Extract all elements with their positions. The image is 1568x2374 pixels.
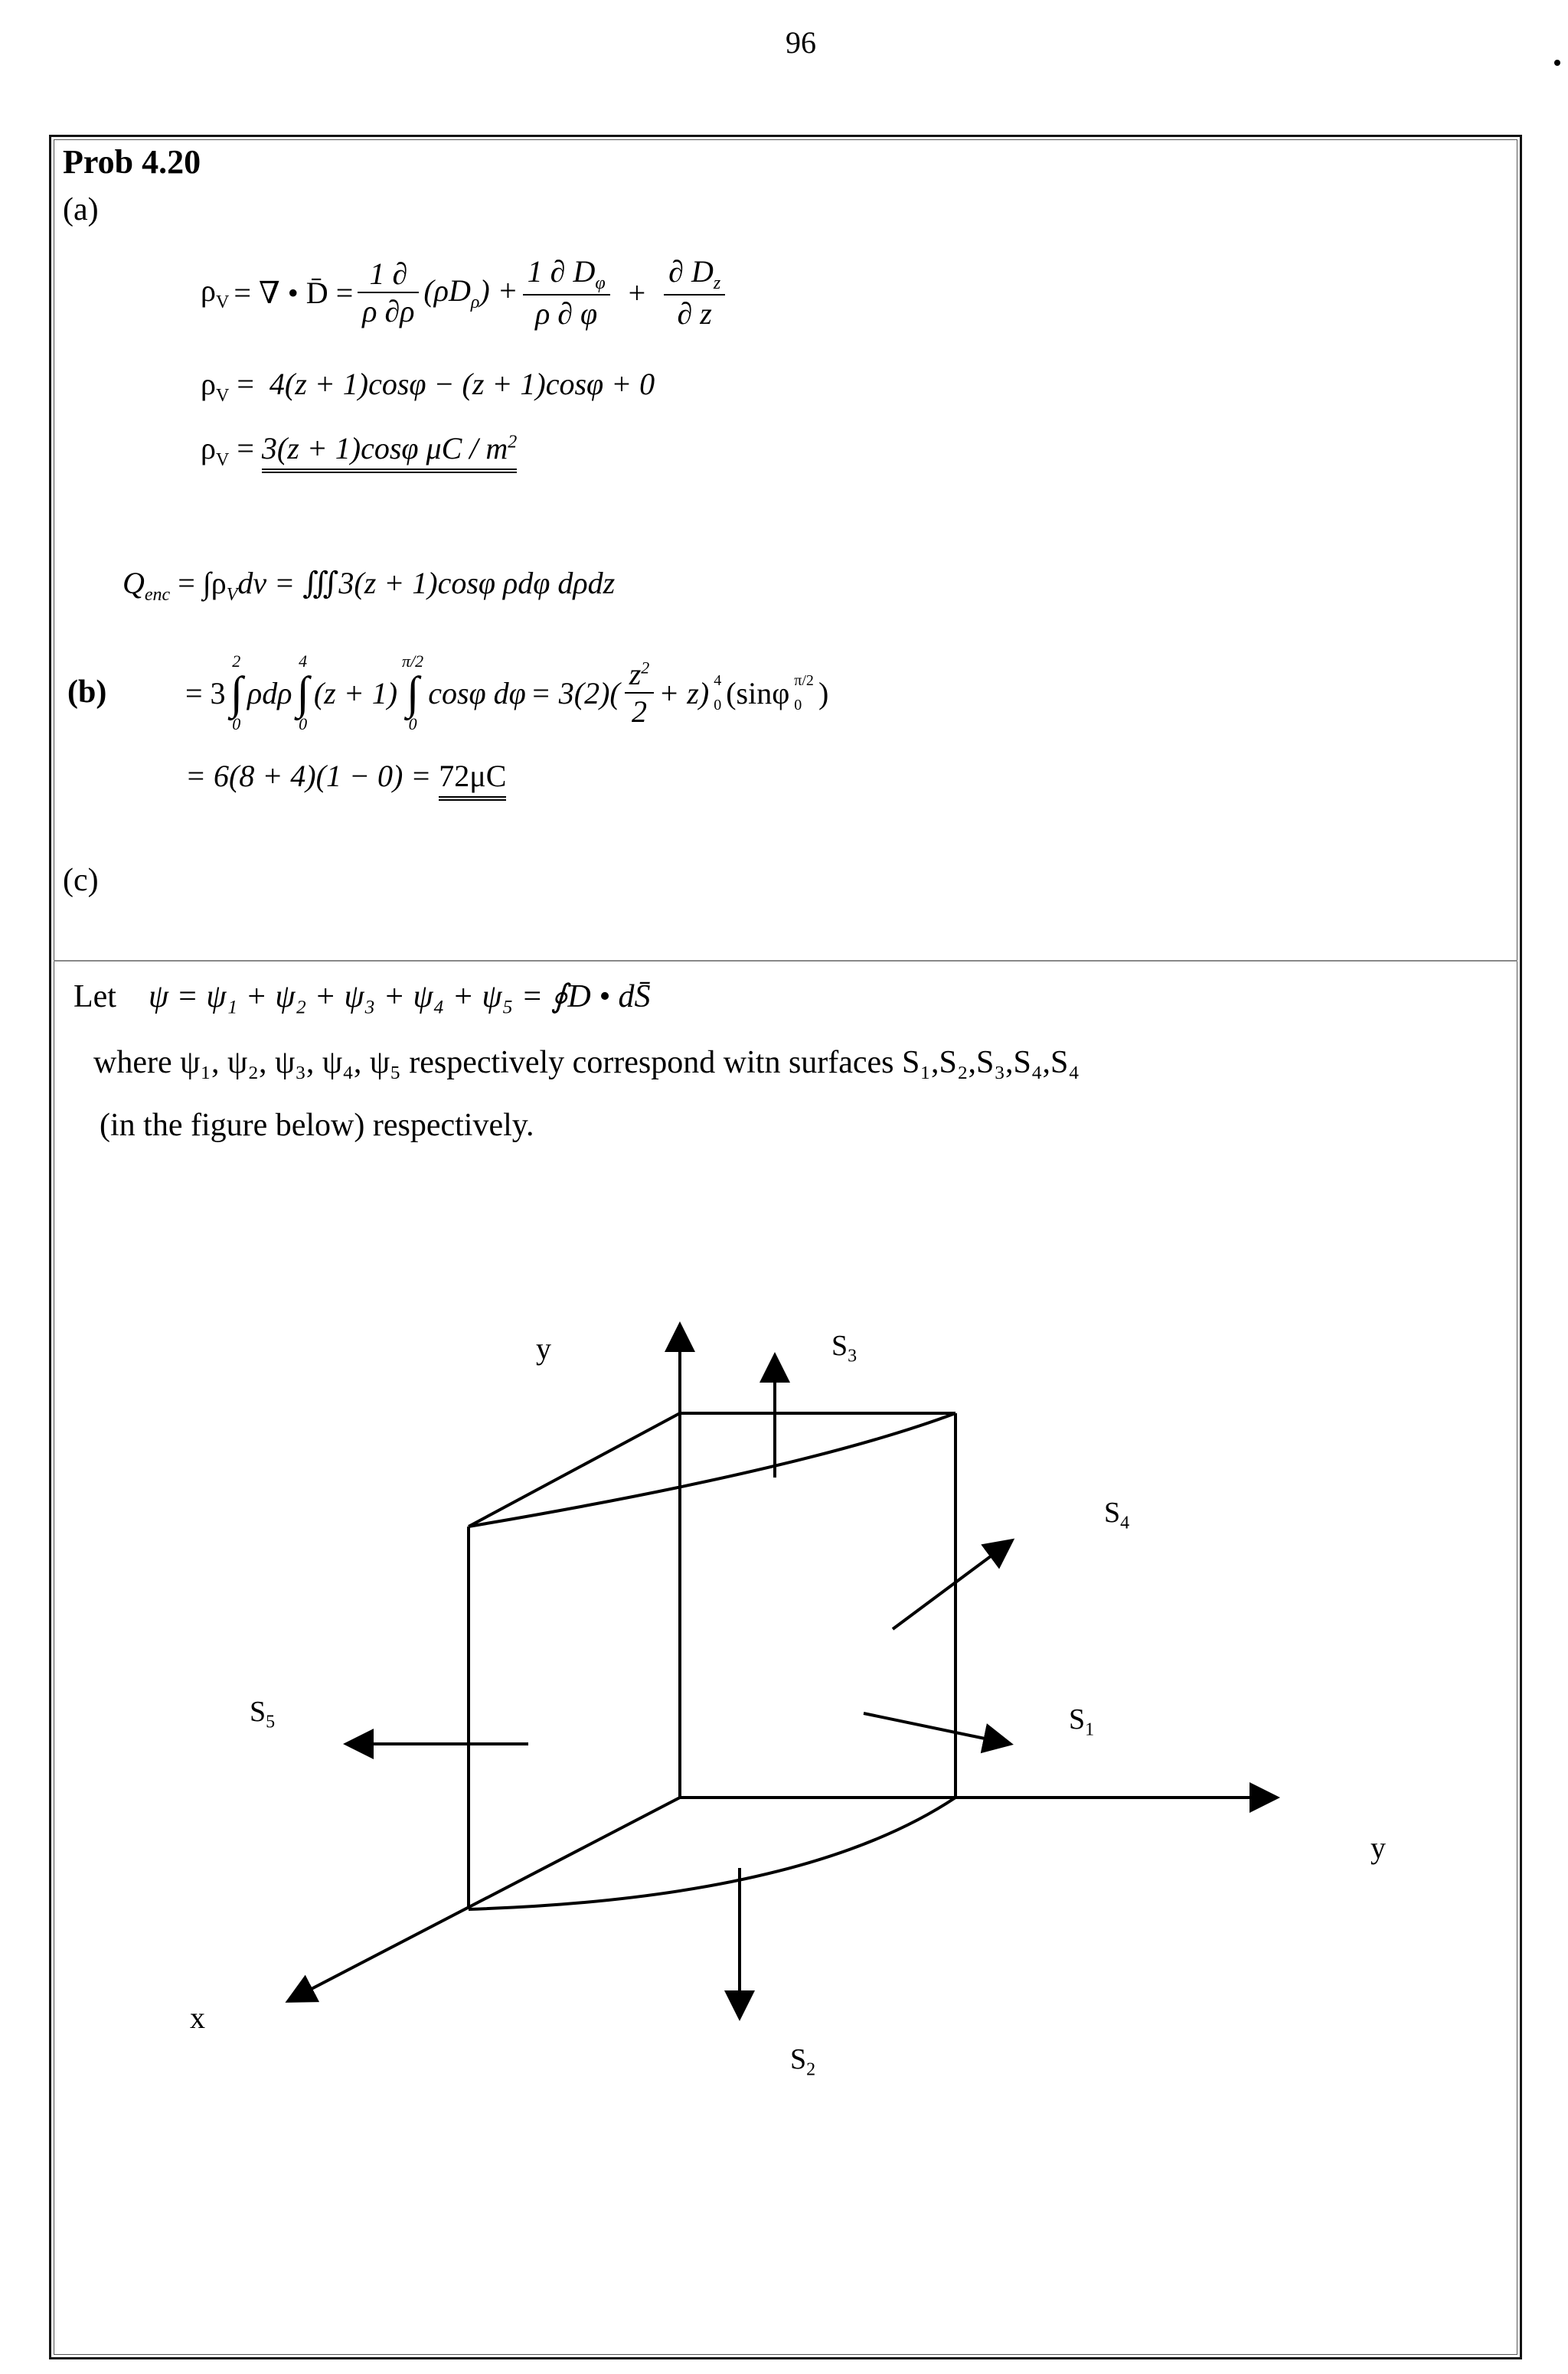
rho-v-expansion-text: 4(z + 1)cosφ − (z + 1)cosφ + 0 <box>269 367 655 401</box>
q-subscript: enc <box>144 585 171 605</box>
term3-numerator: ∂ D <box>668 254 714 289</box>
problem-title: Prob 4.20 <box>63 143 201 181</box>
rho-v-result-text: 3(z + 1)cosφ μC / m <box>261 431 508 465</box>
eval-sin: (sinφ <box>726 675 790 710</box>
term1-body-sub: ρ <box>470 292 480 312</box>
s5-sub: 5 <box>266 1712 276 1732</box>
integral-3-upper: π/2 <box>402 651 424 671</box>
axis-y-top-label: y <box>536 1331 551 1366</box>
term2-denominator: ρ ∂ φ <box>535 296 598 331</box>
top-arc-edge <box>469 1413 956 1527</box>
eval-bracket-2-lower: 0 <box>794 697 802 714</box>
eval-bracket-2-upper: π/2 <box>794 672 814 689</box>
integral-2: 4 ∫ 0 <box>296 651 309 733</box>
term2-numerator-sub: φ <box>595 273 606 293</box>
integral-3: π/2 ∫ 0 <box>402 651 424 733</box>
integral-2-upper: 4 <box>299 651 308 671</box>
rho-v-result: $\rho_V = 3(z + 1)\cos\varphi$ μC / $m^2$ <box>201 430 517 471</box>
z2-numerator: z <box>629 657 642 691</box>
q-rho-sub: V <box>226 585 238 605</box>
term2-plus: + <box>628 275 646 310</box>
s1-letter: S <box>1069 1703 1086 1736</box>
eval-lead: = 3 <box>185 675 226 710</box>
q-equals: = ∫ρ <box>178 566 227 600</box>
s1-sub: 1 <box>1085 1719 1095 1740</box>
rho-v-result-exp: 2 <box>508 432 518 452</box>
integral-3-lower: 0 <box>408 714 417 733</box>
integral-2-lower: 0 <box>299 714 308 733</box>
charge-result-value: 72μC <box>439 759 506 801</box>
s2-sub: 2 <box>806 2059 816 2080</box>
s5-letter: S <box>250 1696 266 1728</box>
z2-exponent: 2 <box>641 658 650 678</box>
term3-numerator-sub: z <box>713 273 721 293</box>
s1-normal-arrow <box>864 1713 1011 1744</box>
eval-close: ) <box>818 675 829 710</box>
term3-denominator: ∂ z <box>677 296 712 331</box>
axis-x-label: x <box>190 2000 205 2035</box>
rho-v-sub-3: V <box>215 450 230 470</box>
integral-2-body: (z + 1) <box>313 675 398 710</box>
surface-s4-label <box>1104 1496 1129 1534</box>
rho-v-symbol: ρ <box>201 273 216 308</box>
where-line-2: (in the figure below) respectively. <box>100 1108 534 1143</box>
term2-numerator: 1 ∂ D <box>527 254 596 289</box>
page-number: 96 <box>786 25 816 60</box>
term1-numerator: 1 ∂ <box>358 256 419 293</box>
rho-v-subscript: V <box>215 292 230 312</box>
integral-1-body: ρdρ <box>247 675 292 710</box>
term1-close: ) + <box>479 273 518 308</box>
div-d-operator: = ∇ • D̄ = <box>234 275 354 310</box>
surface-s2-label <box>790 2043 815 2081</box>
s3-letter: S <box>831 1330 848 1362</box>
z2-denominator: 2 <box>632 694 647 729</box>
axis-y-right-label: y <box>1370 1830 1386 1865</box>
s4-normal-arrow <box>893 1540 1012 1629</box>
s4-letter: S <box>1104 1497 1121 1529</box>
surface-s1-label <box>1069 1703 1094 1741</box>
flux-sum-equation: ψ = ψ₁ + ψ₂ + ψ₃ + ψ₄ + ψ₅ = ∮D • dS̄ <box>148 979 651 1014</box>
let-word: Let <box>74 979 116 1014</box>
term1-denominator: ρ ∂ρ <box>362 294 415 328</box>
rho-v-sub-2: V <box>215 386 230 406</box>
rho-v-expansion: $\rho_V = 4(z + 1)\cos\varphi - (z + 1)\cos\varphi + 0$ <box>201 367 655 406</box>
q-symbol: Q <box>122 566 145 600</box>
top-radial-edge <box>469 1413 680 1527</box>
s4-sub: 4 <box>1120 1513 1130 1533</box>
integral-1: 2 ∫ 0 <box>230 651 243 733</box>
q-integral-text: dv = ∭3(z + 1)cosφ ρdφ dρdz <box>237 566 616 600</box>
eval-bracket-1-upper: 4 <box>714 672 722 689</box>
part-b-label: (b) <box>67 674 107 710</box>
s3-sub: 3 <box>848 1346 858 1367</box>
integral-1-upper: 2 <box>232 651 241 671</box>
charge-result-text: = 6(8 + 4)(1 − 0) = <box>185 759 432 793</box>
surface-s3-label <box>831 1329 857 1367</box>
part-a-label: (a) <box>63 192 99 227</box>
where-line: where ψ₁, ψ₂, ψ₃, ψ₄, ψ₅ respectively correspond witn surfaces S₁,S₂,S₃,S₄,S₄ <box>93 1045 1080 1080</box>
integral-3-body: cosφ dφ <box>428 675 526 710</box>
eval-plus-z: + z) <box>658 675 710 710</box>
eval-mid: = 3(2)( <box>530 675 620 710</box>
integral-1-lower: 0 <box>232 714 241 733</box>
surface-s5-label <box>250 1695 275 1733</box>
eval-bracket-1-lower: 0 <box>714 697 722 714</box>
s2-letter: S <box>790 2043 807 2075</box>
term1-body: (ρD <box>423 273 471 308</box>
bottom-arc-edge <box>469 1798 956 1909</box>
part-c-label: (c) <box>63 863 99 898</box>
